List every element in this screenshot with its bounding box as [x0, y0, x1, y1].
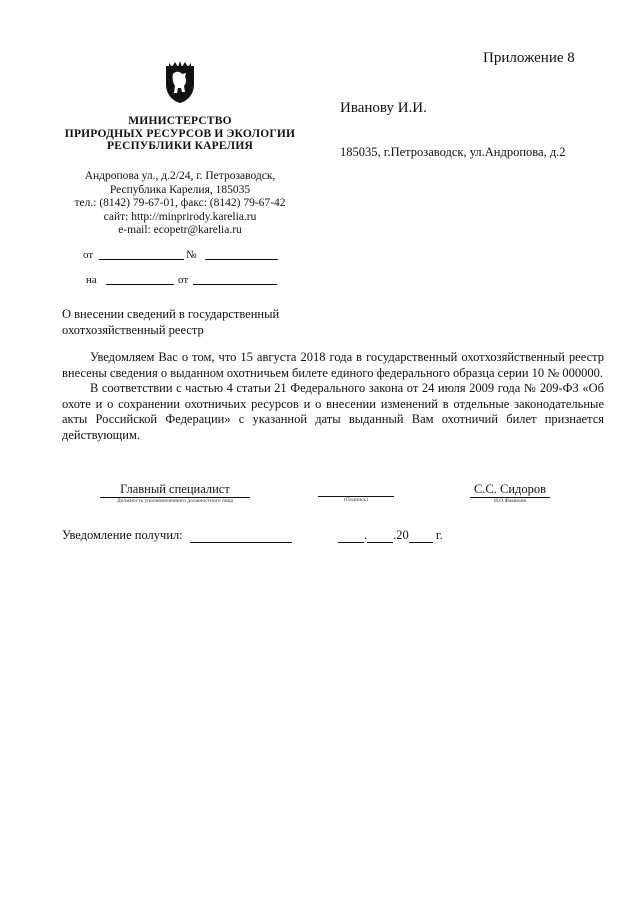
receipt-month-field[interactable] [367, 530, 393, 543]
recipient-name: Иванову И.И. [340, 100, 427, 116]
address-line: тел.: (8142) 79-67-01, факс: (8142) 79-67-42 [74, 197, 286, 209]
signer-position: Главный специалист [100, 482, 250, 498]
appendix-label: Приложение 8 [483, 50, 575, 66]
signer-name: С.С. Сидоров [470, 482, 550, 498]
subject-line: О внесении сведений в государственный [62, 307, 280, 321]
address-line: сайт: http://minprirody.karelia.ru [103, 210, 257, 223]
reg-to-label: на [86, 274, 97, 286]
body-paragraph: В соответствии с частью 4 статьи 21 Федерального закона от 24 июля 2009 года № 209-ФЗ «Об охоте и о сохранении охотничьих ресурсов и о внесении изменений в отдельные законодательные акты Российской Федерации» с указанной даты выданный Вам охотничий билет признается действующим. [62, 381, 604, 442]
receipt-line [62, 528, 292, 543]
ministry-name [60, 115, 300, 153]
reg-number-field[interactable] [205, 249, 278, 260]
letter-subject [62, 307, 322, 338]
address-line: e-mail: ecopetr@karelia.ru [118, 224, 242, 236]
reg-number-label: № [186, 249, 197, 261]
subject-line: охотхозяйственный реестр [62, 322, 204, 337]
reg-to-date-label: от [178, 274, 189, 286]
signature-sign-block [318, 482, 394, 503]
receipt-label: Уведомление получил: [62, 528, 183, 542]
letter-body [62, 350, 604, 443]
name-caption: И.О.Фамилия [493, 498, 527, 504]
sender-address [60, 170, 300, 238]
signature-line[interactable] [318, 482, 394, 497]
reg-to-date-field[interactable] [193, 274, 277, 285]
ministry-line: РЕСПУБЛИКИ КАРЕЛИЯ [107, 140, 253, 152]
signature-position-block [100, 482, 250, 504]
body-paragraph: Уведомляем Вас о том, что 15 августа 2018 года в государственный охотхозяйственный реестр внесены сведения о выданном охотничьем билете единого федерального образца серии 10 № 000000. [62, 350, 604, 380]
receipt-date [338, 528, 443, 543]
receipt-year-field[interactable] [409, 530, 433, 543]
reg-to-field[interactable] [106, 274, 174, 285]
address-line: Республика Карелия, 185035 [109, 183, 251, 196]
date-suffix: г. [435, 528, 443, 542]
receipt-signature-field[interactable] [190, 530, 292, 543]
ministry-line: МИНИСТЕРСТВО [128, 115, 232, 127]
date-century: .20 [393, 528, 409, 542]
receipt-day-field[interactable] [338, 530, 364, 543]
reg-from-label: от [83, 249, 94, 261]
position-caption: Должность уполномоченного должностного лица [116, 498, 234, 504]
reg-from-date-field[interactable] [99, 249, 184, 260]
karelia-bear-emblem-icon [163, 60, 197, 104]
recipient-address: 185035, г.Петрозаводск, ул.Андропова, д.2 [340, 145, 566, 159]
ministry-line: ПРИРОДНЫХ РЕСУРСОВ И ЭКОЛОГИИ [64, 127, 296, 140]
address-line: Андропова ул., д.2/24, г. Петрозаводск, [84, 170, 276, 182]
date-separator: . [364, 528, 368, 542]
sign-caption: (Подпись) [344, 497, 368, 503]
signature-name-block [470, 482, 550, 504]
